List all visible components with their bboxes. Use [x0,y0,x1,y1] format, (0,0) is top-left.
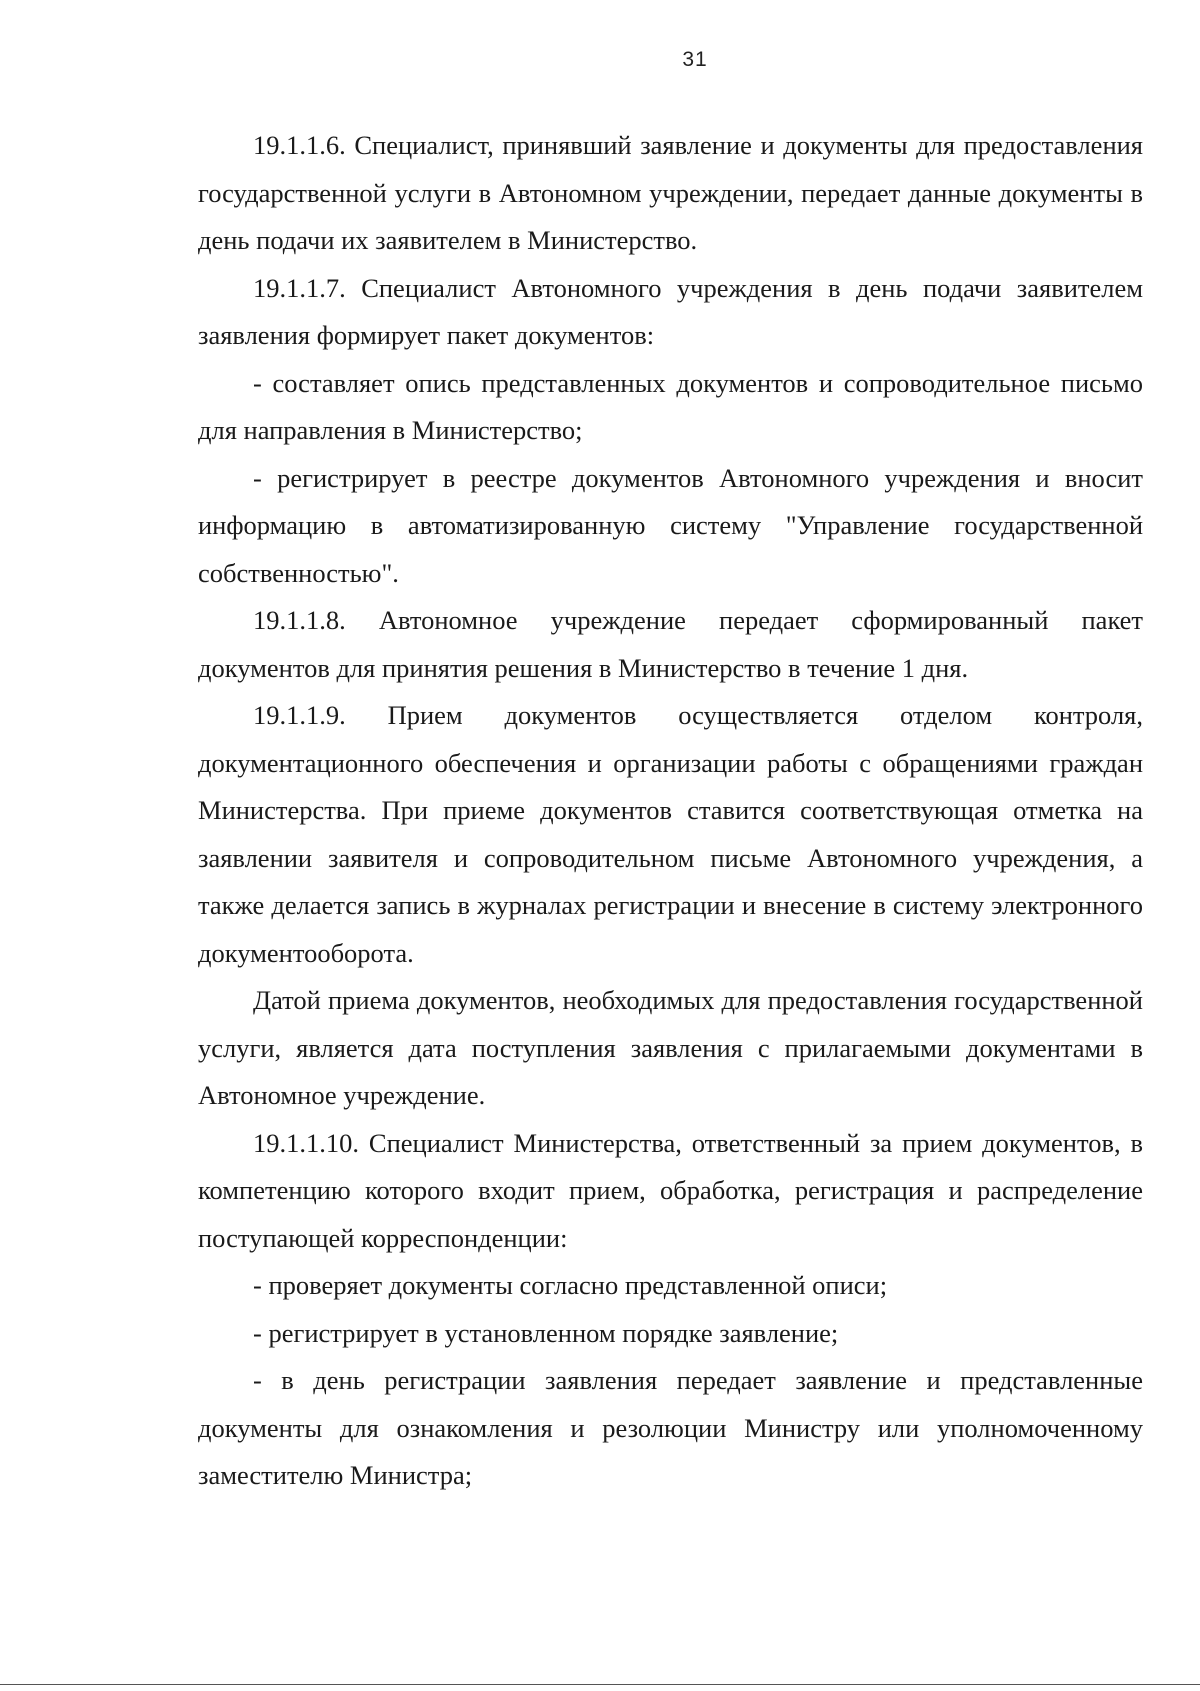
paragraph-19-1-1-10: 19.1.1.10. Специалист Министерства, ответственный за прием документов, в компетенцию которого входит прием, обработка, регистрация и распределение поступающей корреспонденции: [198,1127,1143,1253]
paragraph-19-1-1-9: 19.1.1.9. Прием документов осуществляется отделом контроля, документационного обеспечения и организации работы с обращениями граждан Министерства. При приеме документов ставится соответствующая отметка на заявлении заявителя и сопроводительном письме Автономного учреждения, а также делается запись в журналах регистрации и внесение в систему электронного документооборота. [198,700,1143,968]
paragraph-19-1-1-7: 19.1.1.7. Специалист Автономного учреждения в день подачи заявителем заявления формирует пакет документов: [198,272,1143,350]
page-number: 31 [682,48,708,71]
paragraph-19-1-1-8: 19.1.1.8. Автономное учреждение передает сформированный пакет документов для принятия решения в Министерство в течение 1 дня. [198,605,1143,683]
paragraph-19-1-1-6: 19.1.1.6. Специалист, принявший заявление и документы для предоставления государственной услуги в Автономном учреждении, передает данные документы в день подачи их заявителем в Министерство. [198,130,1143,255]
list-item-compose-inventory: - составляет опись представленных документов и сопроводительное письмо для направления в Министерство; [198,367,1143,445]
list-item-register-application: - регистрирует в установленном порядке заявление; [253,1317,839,1348]
list-item-register-in-registry: - регистрирует в реестре документов Автономного учреждения и вносит информацию в автоматизированную систему "Управление государственной собственностью". [198,462,1143,588]
paragraph-acceptance-date: Датой приема документов, необходимых для предоставления государственной услуги, является дата поступления заявления с прилагаемыми документами в Автономное учреждение. [198,985,1143,1110]
list-item-check-documents: - проверяет документы согласно представленной описи; [253,1270,888,1300]
document-body [198,122,1143,1500]
list-item-transfer-for-resolution: - в день регистрации заявления передает заявление и представленные документы для ознакомления и резолюции Министру или уполномоченному заместителю Министра; [198,1365,1143,1490]
page-bottom-rule [0,1684,1200,1685]
